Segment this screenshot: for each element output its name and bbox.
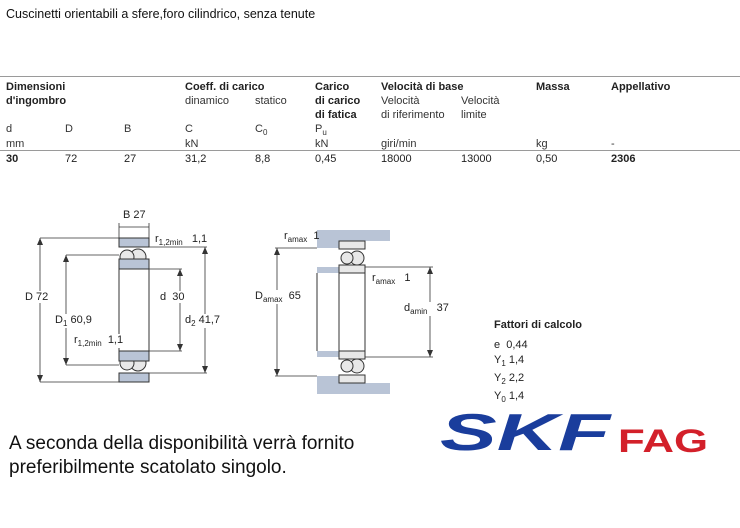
cell-Pu: 0,45 [315, 153, 337, 165]
label-damin: $d_{amin}$ 37 [404, 302, 449, 317]
header-massa: Massa [536, 81, 570, 93]
skf-fag-logo [440, 408, 730, 458]
cell-C: 31,2 [185, 153, 207, 165]
cell-limit-speed: 13000 [461, 153, 492, 165]
cell-B: 27 [124, 153, 137, 165]
table-unit-rule [0, 150, 740, 151]
label-B: B 27 [123, 209, 146, 221]
cell-d: 30 [6, 153, 19, 165]
header-coeff-statico: statico [255, 95, 287, 107]
label-ramax-top: $r_{amax}$ 1 [284, 230, 320, 245]
cell-D: 72 [65, 153, 78, 165]
label-ramax-mid: $r_{amax}$ 1 [372, 272, 411, 287]
availability-note: A seconda della disponibilità verrà fornito preferibilmente scatolato singolo. [9, 433, 355, 478]
symbol-d: d [6, 123, 13, 135]
symbol-Pu: $P_u$ [315, 123, 327, 138]
symbol-D: D [65, 123, 73, 135]
cell-C0: 8,8 [255, 153, 271, 165]
unit-designation: - [611, 138, 615, 150]
label-d: d 30 [160, 291, 185, 303]
fag-wordmark: FAG [618, 423, 708, 458]
symbol-C0: $C_0$ [255, 123, 268, 138]
unit-speed: giri/min [381, 138, 417, 150]
factor-e: e 0,44 [494, 339, 528, 351]
cell-mass: 0,50 [536, 153, 558, 165]
factors-title: Fattori di calcolo [494, 319, 583, 331]
header-velocita: Velocità di base [381, 81, 464, 93]
header-coeff: Coeff. di carico [185, 81, 265, 93]
factors-block [494, 318, 582, 408]
factor-y0: $Y_0$ 1,4 [494, 390, 525, 405]
label-d2: $d_2$ 41,7 [185, 314, 221, 329]
header-vel-rif: Velocità di riferimento [381, 95, 445, 121]
label-D: D 72 [25, 291, 49, 303]
label-r12min-bottom: $r_{1,2min}$ 1,1 [74, 334, 124, 349]
unit-kn-fatigue: kN [315, 138, 329, 150]
cell-ref-speed: 18000 [381, 153, 412, 165]
label-r12min-top: $r_{1,2min}$ 1,1 [155, 233, 208, 248]
header-carico: Carico di carico di fatica [315, 81, 361, 121]
skf-wordmark: SKF [440, 408, 613, 458]
header-appellativo: Appellativo [611, 81, 671, 93]
skf-logo-mark [440, 408, 730, 458]
label-D1: $D_1$ 60,9 [55, 314, 92, 329]
label-Damax: $D_{amax}$ 65 [255, 290, 301, 305]
symbol-C: C [185, 123, 193, 135]
cell-designation: 2306 [611, 153, 636, 165]
unit-kn-load: kN [185, 138, 199, 150]
header-coeff-dinamico: dinamico [185, 95, 230, 107]
factor-y2: $Y_2$ 2,2 [494, 372, 525, 387]
unit-mm: mm [6, 138, 25, 150]
factor-y1: $Y_1$ 1,4 [494, 354, 525, 369]
header-dimensioni: Dimensioni d'ingombro [6, 81, 67, 107]
page-title: Cuscinetti orientabili a sfere,foro cilindrico, senza tenute [6, 7, 316, 21]
header-vel-lim: Velocità limite [461, 95, 500, 121]
symbol-B: B [124, 123, 132, 135]
unit-kg: kg [536, 138, 548, 150]
table-top-rule [0, 76, 740, 77]
